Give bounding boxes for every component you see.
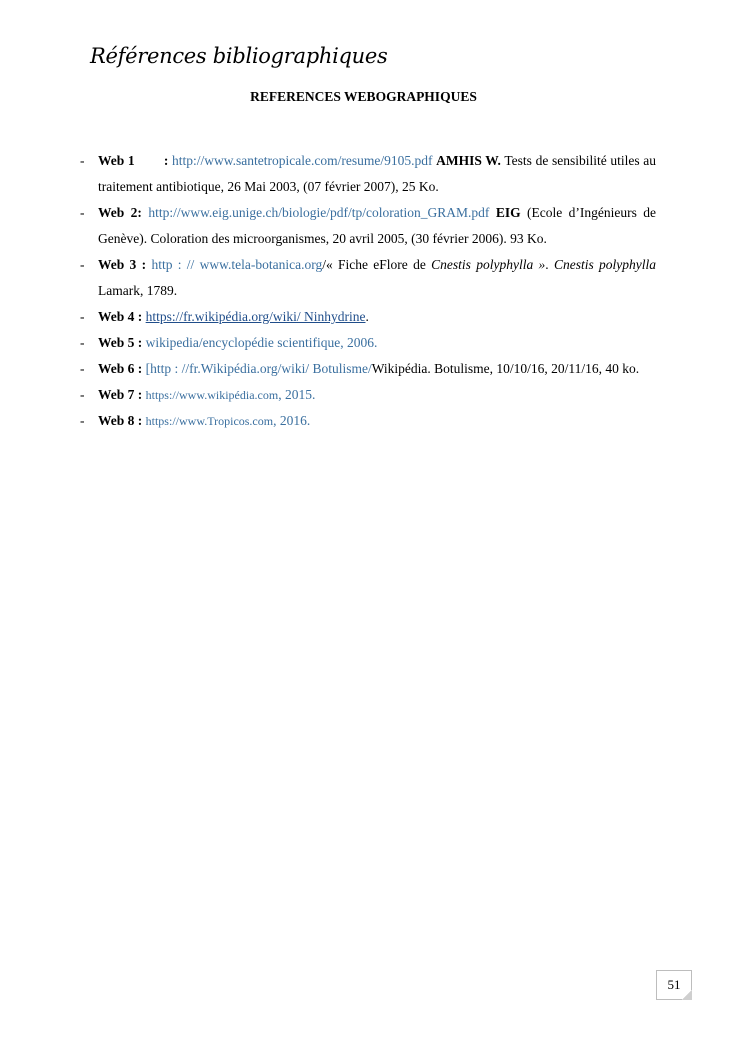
ref-label: Web 5 : [98,335,143,350]
list-item [80,148,656,200]
page-curl-icon [682,990,692,1000]
ref-label: Web 2: [98,205,142,220]
ref-label: Web 6 : [98,361,143,376]
ref-text: Wikipédia. Botulisme, 10/10/16, 20/11/16, 40 ko. [371,361,640,376]
ref-text: . [545,257,549,272]
ref-link[interactable]: http : // www.tela-botanica.org [151,257,323,272]
ref-text: Tests de sensibilité utiles au traitement antibiotique, 26 Mai 2003, (07 février 2007), 25 Ko. [98,153,656,194]
list-item [80,408,656,434]
list-item [80,252,656,304]
list-item [80,304,656,330]
reference-list [80,148,656,434]
ref-link[interactable]: https://www.wikipédia.com [145,388,279,402]
ref-link[interactable]: https://fr.wikipédia.org/wiki/ Ninhydrine [145,309,366,324]
list-dash: - [80,413,85,428]
ref-label: Web 1 : [98,153,169,168]
page-number: 51 [667,977,681,992]
list-dash: - [80,361,85,376]
ref-label: Web 3 : [98,257,147,272]
ref-link[interactable]: https://www.Tropicos.com [145,414,274,428]
page-header-title: Références bibliographiques [90,44,388,68]
ref-text: /« Fiche eFlore de [322,257,426,272]
ref-text: , 2015. [278,387,316,402]
list-dash: - [80,205,85,220]
list-item [80,356,656,382]
page-number-box [656,970,692,1000]
list-item [80,200,656,252]
ref-label: Web 7 : [98,387,143,402]
ref-text: (Ecole d’Ingénieurs de Genève). Coloration des microorganismes, 20 avril 2005, (30 février 2006). 93 Ko. [98,205,656,246]
list-dash: - [80,387,85,402]
list-dash: - [80,257,85,272]
section-title: REFERENCES WEBOGRAPHIQUES [250,89,477,104]
list-dash: - [80,153,85,168]
list-dash: - [80,335,85,350]
ref-link[interactable]: wikipedia/encyclopédie scientifique, 2006. [145,335,378,350]
ref-author: AMHIS W. [436,153,501,168]
ref-author: EIG [495,205,521,220]
list-item [80,330,656,356]
ref-text: Lamark, 1789. [98,283,178,298]
ref-link[interactable]: http://www.santetropicale.com/resume/9105.pdf [172,153,433,168]
ref-text: , 2016. [273,413,311,428]
ref-species-name: Cnestis polyphylla » [431,257,546,272]
ref-label: Web 4 : [98,309,143,324]
ref-link[interactable]: [http : //fr.Wikipédia.org/wiki/ Botulisme/ [145,361,372,376]
ref-text: . [365,309,369,324]
ref-species-name: Cnestis polyphylla [553,257,657,272]
ref-label: Web 8 : [98,413,143,428]
list-dash: - [80,309,85,324]
ref-link[interactable]: http://www.eig.unige.ch/biologie/pdf/tp/coloration_GRAM.pdf [148,205,490,220]
list-item [80,382,656,408]
